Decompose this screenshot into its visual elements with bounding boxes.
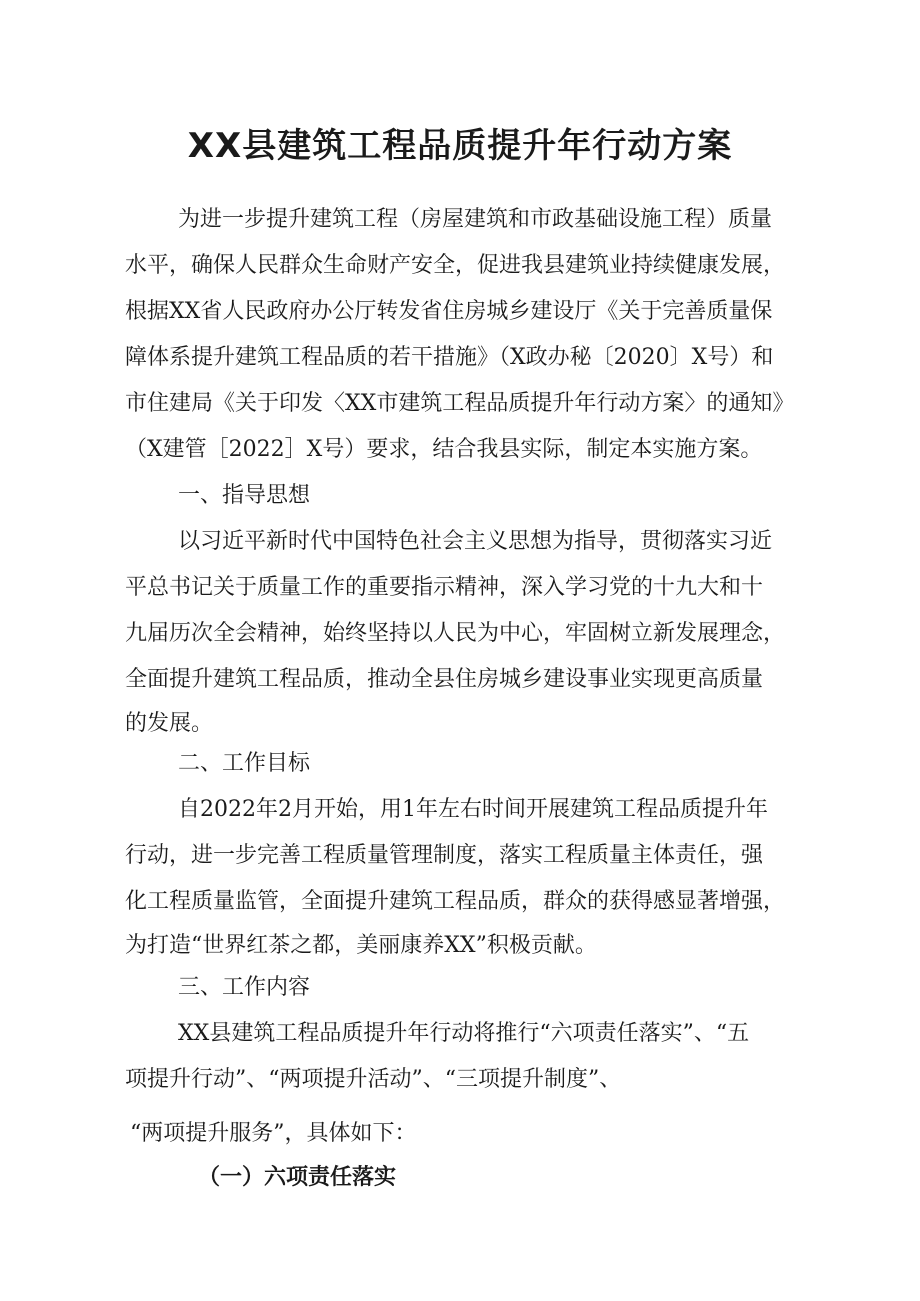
paragraph-line: 项提升行动”、“两项提升活动”、“三项提升制度”、 [125,1067,622,1092]
paragraph-line: 全面提升建筑工程品质，推动全县住房城乡建设事业实现更高质量 [125,667,764,692]
paragraph-line: 自2022年2月开始，用1年左右时间开展建筑工程品质提升年 [178,797,768,822]
paragraph-line: 平总书记关于质量工作的重要指示精神，深入学习党的十九大和十 [125,575,764,600]
paragraph-line: XX县建筑工程品质提升年行动将推行“六项责任落实”、“五 [178,1021,750,1046]
section-heading-2: 二、工作目标 [178,751,311,776]
section-heading-3: 三、工作内容 [178,975,311,1000]
paragraph-line: 化工程质量监管，全面提升建筑工程品质，群众的获得感显著增强， [125,889,786,914]
paragraph-line: 水平，确保人民群众生命财产安全，促进我县建筑业持续健康发展， [125,253,786,278]
paragraph-line: “两项提升服务”，具体如下： [130,1121,417,1146]
subsection-heading-1: （一）六项责任落实 [198,1165,397,1190]
section-heading-1: 一、指导思想 [178,483,311,508]
paragraph-line: 障体系提升建筑工程品质的若干措施》（X政办秘〔2020〕X号）和 [125,345,774,370]
paragraph-line: 九届历次全会精神，始终坚持以人民为中心，牢固树立新发展理念， [125,621,786,646]
paragraph-line: 根据XX省人民政府办公厅转发省住房城乡建设厅《关于完善质量保 [125,299,773,324]
paragraph-line: 的发展。 [125,711,214,736]
paragraph-line: （X建管［2022］X号）要求，结合我县实际，制定本实施方案。 [125,437,763,462]
paragraph-line: 以习近平新时代中国特色社会主义思想为指导，贯彻落实习近 [178,529,773,554]
document-title: XX县建筑工程品质提升年行动方案 [187,126,733,166]
paragraph-line: 行动，进一步完善工程质量管理制度，落实工程质量主体责任，强 [125,843,764,868]
paragraph-line: 为进一步提升建筑工程（房屋建筑和市政基础设施工程）质量 [178,207,773,232]
paragraph-line: 市住建局《关于印发〈XX市建筑工程品质提升年行动方案〉的通知》 [125,391,795,416]
paragraph-line: 为打造“世界红茶之都，美丽康养XX”积极贡献。 [125,933,597,958]
